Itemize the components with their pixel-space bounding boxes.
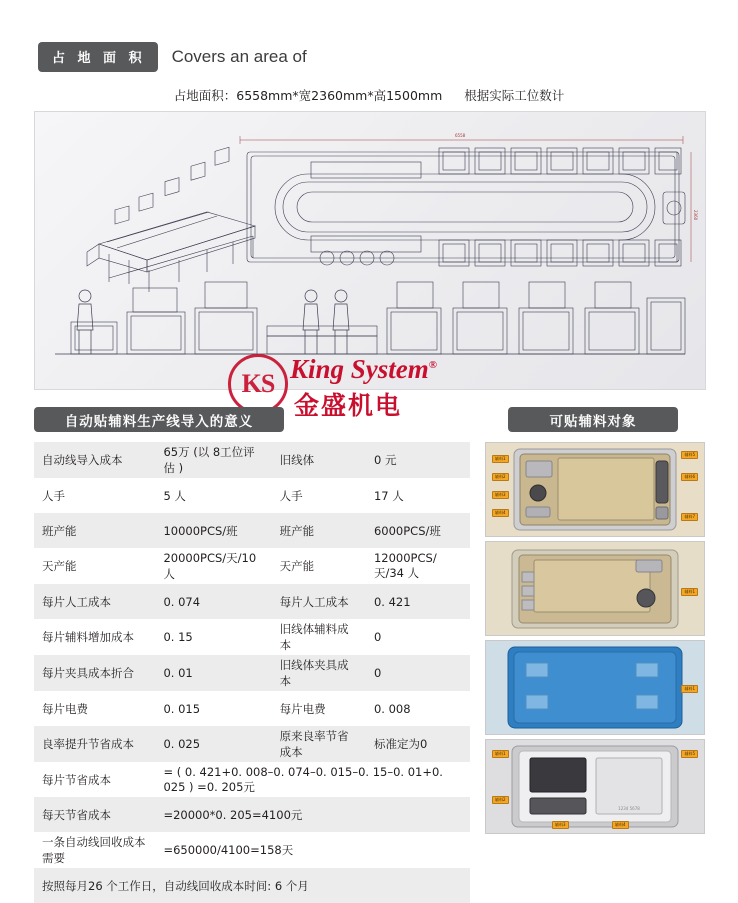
table-cell: 10000PCS/班 [155,513,271,548]
table-cell: 按照每月26 个工作日，自动线回收成本时间: 6 个月 [34,868,470,903]
table-row [34,548,470,584]
callout-tag: 辅料6 [681,473,698,481]
table-row [34,832,470,868]
table-cell: 17 人 [373,488,404,503]
table-cell: 标准定为0 [366,726,470,762]
table-cell: 旧线体夹具成本 [272,655,366,691]
callout-tag: 辅料4 [492,509,509,517]
table-cell: 自动线导入成本 [34,442,155,478]
svg-text:1234 5678: 1234 5678 [618,806,640,811]
callout-tag: 辅料2 [492,796,509,804]
cost-comparison-table [34,442,470,903]
area-subtitle-note: 根据实际工位数计 [464,88,565,103]
table-row [34,478,470,513]
table-cell: = ( 0. 421+0. 008–0. 074–0. 015–0. 15–0. 01+0. 025 ) =0. 205元 [163,764,443,794]
table-cell: 0. 074 [155,584,271,619]
table-cell: 0. 01 [155,655,271,691]
table-cell: 良率提升节省成本 [34,726,155,762]
table-cell: 0 [373,630,382,644]
callout-tag: 辅料1 [492,455,509,463]
callout-tag: 辅料3 [552,821,569,829]
table-cell: =650000/4100=158天 [163,843,294,857]
page-title-en: Covers an area of [171,47,307,66]
table-cell: 0. 15 [163,630,193,644]
table-cell: 天产能 [279,559,315,573]
table-cell: 每片电费 [42,701,88,716]
table-row [34,691,470,726]
table-cell: 每片人工成本 [34,584,155,619]
table-row [34,655,470,691]
table-cell: 一条自动线回收成本需要 [42,835,146,865]
table-cell: 6000PCS/班 [366,513,470,548]
area-subtitle [0,86,738,104]
area-subtitle-main: 占地面积：6558mm*宽2360mm*高1500mm [173,88,443,103]
logo-mark: KS [228,354,288,414]
photo-phone-housing-wood-back [485,442,705,537]
table-cell: 每片夹具成本折合 [34,655,155,691]
table-cell: 原来良率节省成本 [272,726,366,762]
table-cell: 人手 [42,488,65,503]
page-header [38,42,307,72]
table-row [34,797,470,832]
table-cell: 12000PCS/天/34 人 [373,551,437,580]
table-cell: 0. 008 [373,701,411,716]
svg-text:2360: 2360 [693,210,698,221]
photo-phone-housing-blue-panel [485,640,705,735]
table-cell: 天产能 [42,559,77,573]
table-row [34,442,470,478]
photo-phone-housing-beige-frame [485,541,705,636]
table-cell: 5 人 [163,488,186,503]
table-row [34,868,470,903]
table-cell: 班产能 [272,513,366,548]
table-row [34,584,470,619]
photo-4-illustration [486,740,704,833]
table-cell: 0 元 [366,442,470,478]
callout-tag: 辅料3 [492,491,509,499]
callout-tag: 辅料1 [492,750,509,758]
table-row [34,619,470,655]
table-cell: 20000PCS/天/10 人 [163,551,257,581]
table-cell: 每片辅料增加成本 [42,630,134,644]
photo-phone-housing-silver-frame [485,739,705,834]
callout-tag: 辅料5 [681,750,698,758]
logo-name-cn: 金盛机电 [294,391,403,420]
table-cell: 班产能 [34,513,155,548]
section-title-benefits: 自动贴辅料生产线导入的意义 [34,407,284,432]
cost-table-body [34,442,470,903]
photo-2-illustration [486,542,704,635]
table-row [34,726,470,762]
attachable-objects-gallery [485,442,703,838]
photo-1-illustration [486,443,704,536]
callout-tag: 辅料4 [612,821,629,829]
table-cell: 人手 [279,488,303,503]
table-cell: 0. 025 [155,726,271,762]
layout-drawing-svg [35,112,705,389]
table-cell: 0 [366,655,470,691]
table-row [34,513,470,548]
table-cell: 旧线体辅料成本 [279,622,349,652]
photo-3-illustration [486,641,704,734]
section-title-objects: 可贴辅料对象 [508,407,678,432]
table-cell: 每片人工成本 [272,584,366,619]
table-cell: 每片电费 [279,701,326,716]
line-layout-drawing [34,111,706,390]
table-cell: 0. 421 [366,584,470,619]
table-cell: 旧线体 [272,442,366,478]
callout-tag: 辅料5 [681,451,698,459]
callout-tag: 辅料1 [681,685,698,693]
table-cell: 0. 015 [163,701,201,716]
table-row [34,762,470,797]
svg-text:6558: 6558 [455,133,466,138]
logo-name-en-text: King System [290,354,429,384]
table-cell: 每片节省成本 [42,772,111,787]
callout-tag: 辅料2 [492,473,509,481]
callout-tag: 辅料1 [681,588,698,596]
table-cell: 65万 (以 8工位评估 ) [155,442,271,478]
table-cell: =20000*0. 205=4100元 [155,797,470,832]
logo-registered-mark: ® [428,359,437,371]
callout-tag: 辅料7 [681,513,698,521]
table-cell: 每天节省成本 [34,797,155,832]
section-badge-area: 占 地 面 积 [38,42,158,72]
